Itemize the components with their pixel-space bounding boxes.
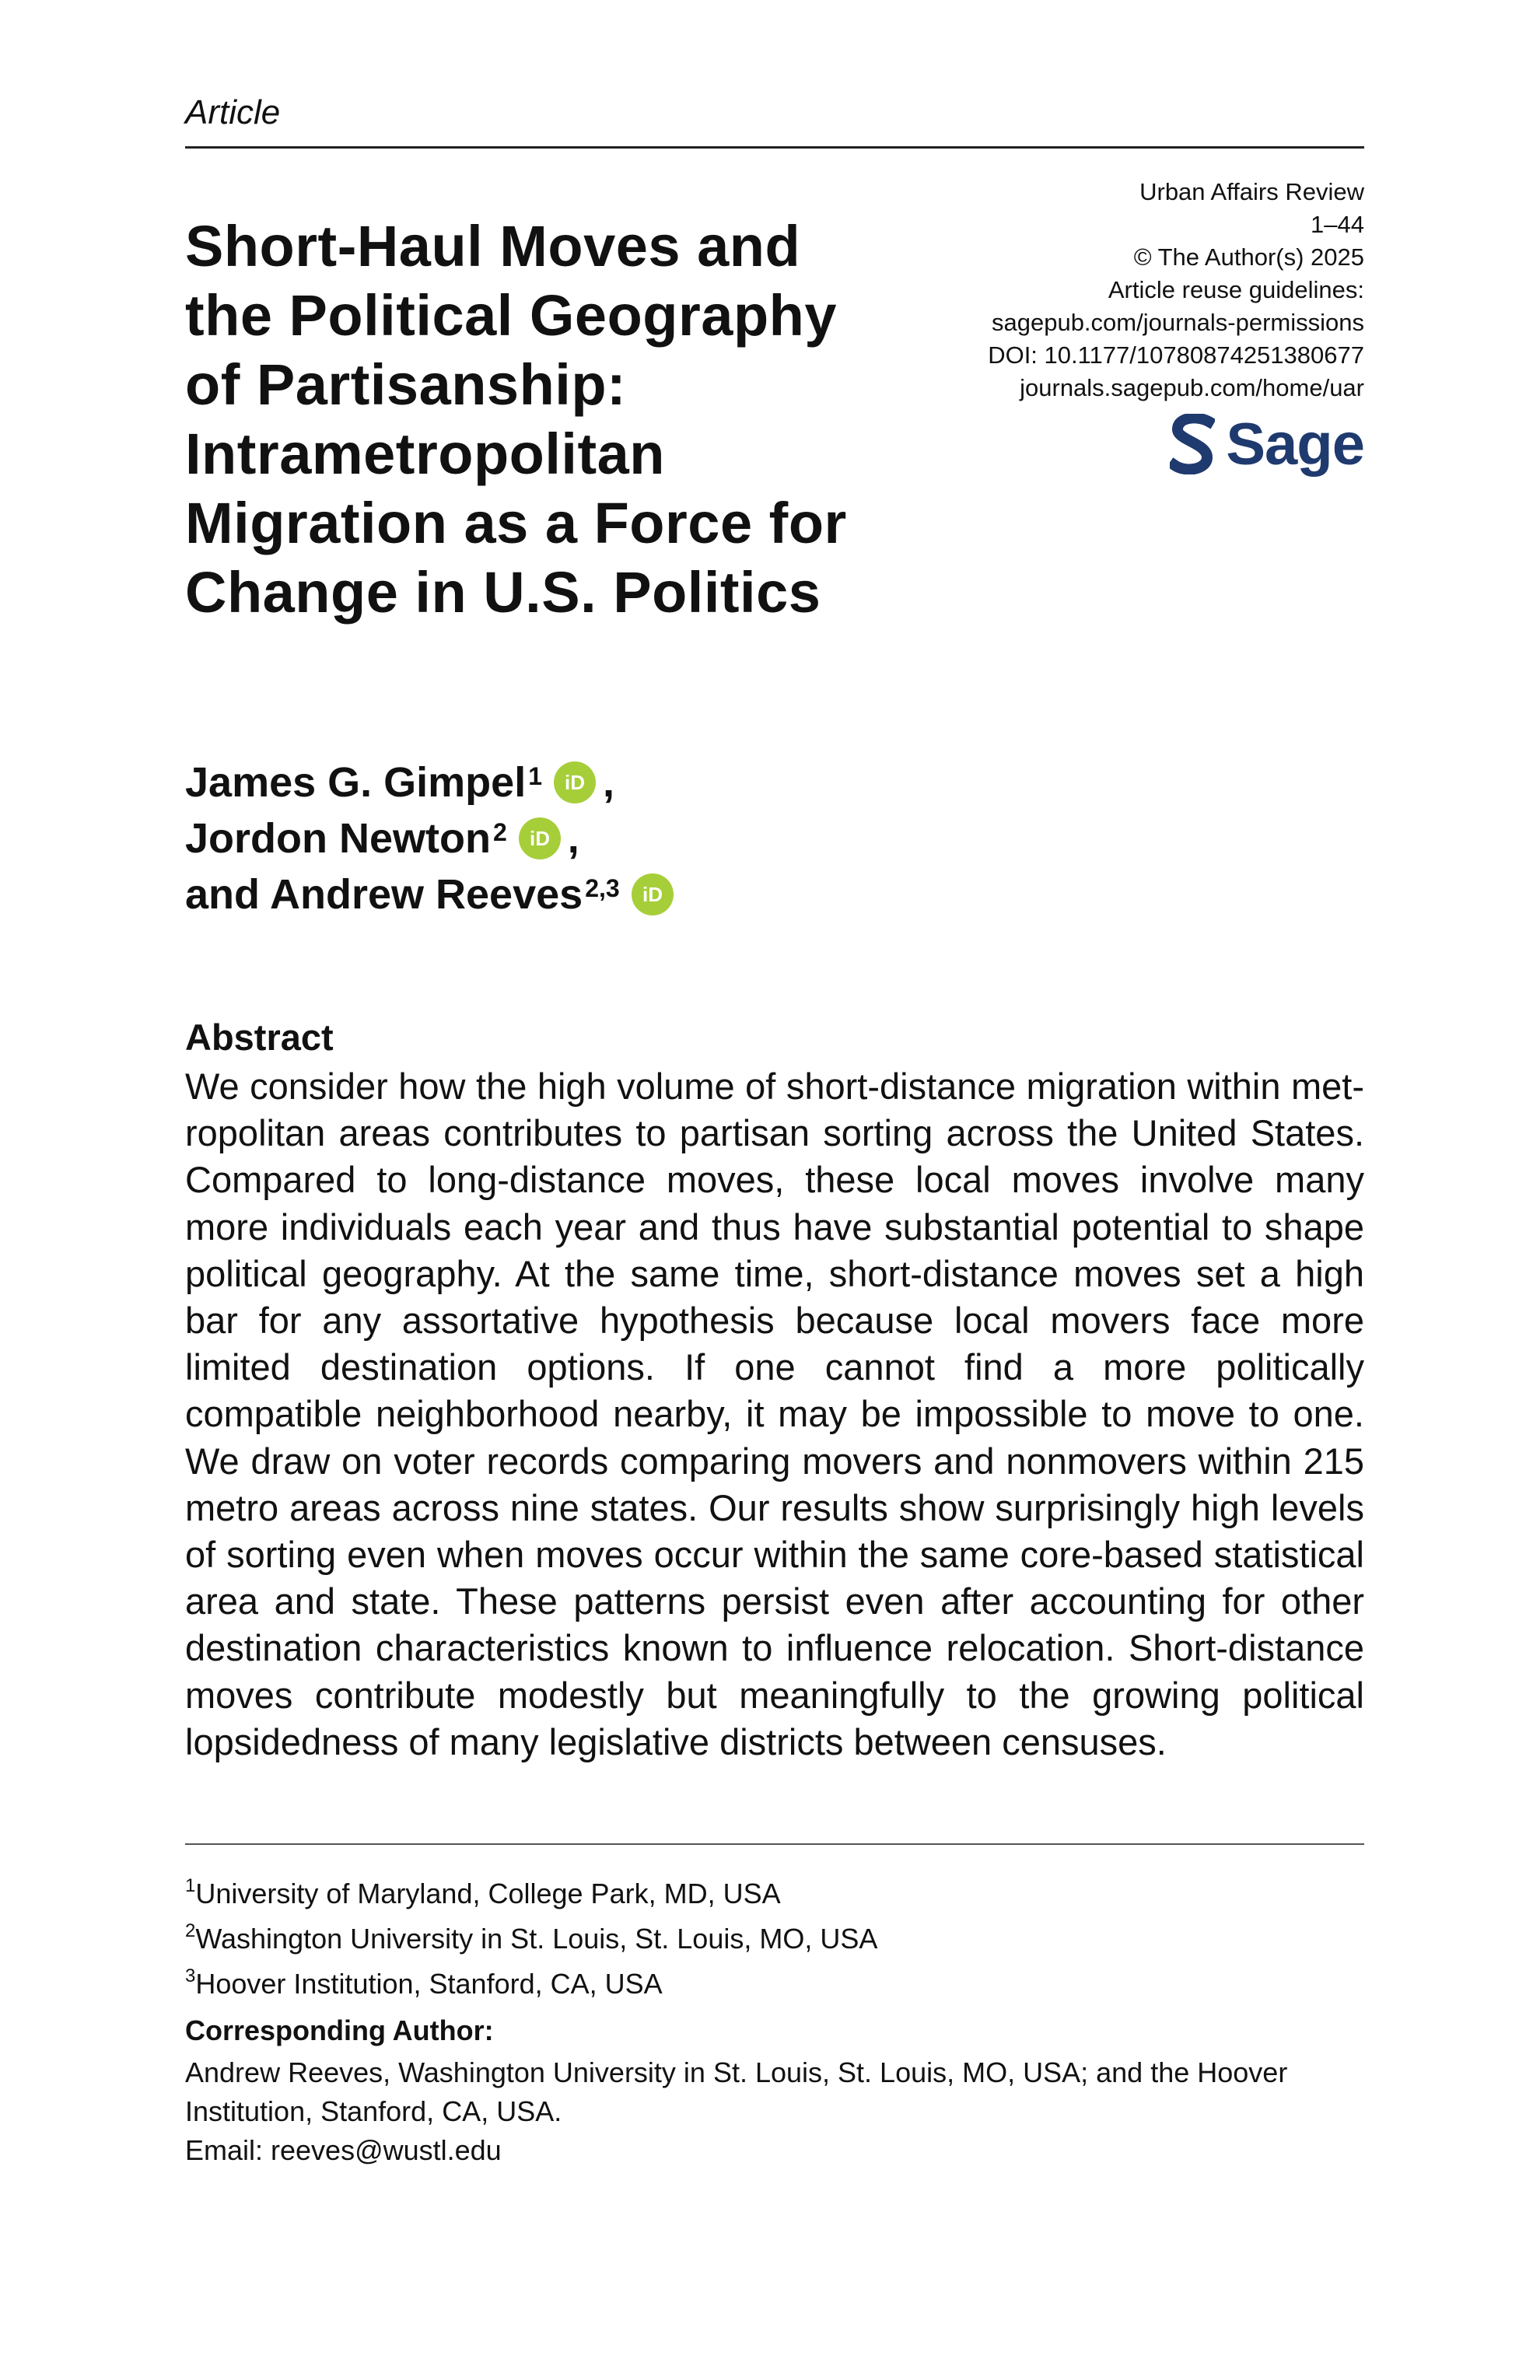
abstract-text: We consider how the high volume of short-distance migration within metropolitan areas contributes to partisan sorting across the United States. Compared to long-distance moves, these local moves involve many more individuals each year and thus have substantial potential to shape political geography. At the same time, short-distance moves set a high bar for any assortative hypothesis because local movers face more limited destination options. If one cannot find a more politically compatible neighborhood nearby, it may be impossible to move to one. We draw on voter records comparing movers and nonmovers within 215 metro areas across nine states. Our results show surprisingly high levels of sorting even when moves occur within the same core-based statistical area and state. These patterns persist even after accounting for other destination characteristics known to influence relocation. Short-distance moves contribute modestly but meaningfully to the growing political lopsidedness of many legislative districts between censuses. bbox=[185, 1066, 1364, 1762]
author-entry bbox=[185, 866, 679, 922]
affiliation-item bbox=[185, 1868, 877, 1913]
title-line: Migration as a Force for bbox=[185, 491, 847, 555]
affiliation-text: Hoover Institution, Stanford, CA, USA bbox=[195, 1968, 663, 2000]
page-range: 1–44 bbox=[1311, 211, 1364, 238]
article-title bbox=[185, 212, 947, 627]
title-line: Intrametropolitan bbox=[185, 422, 665, 486]
journal-metadata bbox=[866, 176, 1364, 404]
author-separator: , bbox=[567, 815, 579, 862]
author-affiliation-marker: 2,3 bbox=[585, 874, 620, 902]
affiliation-marker: 1 bbox=[185, 1875, 196, 1896]
corresponding-address-line: Institution, Stanford, CA, USA. bbox=[185, 2095, 562, 2127]
corresponding-address-line: Andrew Reeves, Washington University in St. Louis, St. Louis, MO, USA; and the Hoover bbox=[185, 2056, 1288, 2088]
author-list bbox=[185, 754, 679, 922]
affiliation-list bbox=[185, 1868, 877, 2004]
journal-homepage-link[interactable]: journals.sagepub.com/home/uar bbox=[1020, 374, 1364, 401]
corresponding-email[interactable]: Email: reeves@wustl.edu bbox=[185, 2134, 502, 2166]
corresponding-author-details bbox=[185, 2053, 1364, 2170]
title-line: Change in U.S. Politics bbox=[185, 560, 821, 625]
article-type-label: Article bbox=[185, 93, 281, 131]
doi[interactable]: DOI: 10.1177/10780874251380677 bbox=[988, 341, 1364, 369]
author-entry bbox=[185, 810, 679, 866]
affiliation-item bbox=[185, 1913, 877, 1958]
affiliation-text: University of Maryland, College Park, MD, USA bbox=[195, 1878, 781, 1909]
title-line: Short-Haul Moves and bbox=[185, 214, 801, 278]
header-rule bbox=[185, 146, 1364, 149]
orcid-icon[interactable] bbox=[553, 761, 597, 804]
author-entry bbox=[185, 754, 679, 810]
affiliation-text: Washington University in St. Louis, St. Louis, MO, USA bbox=[195, 1923, 878, 1955]
affiliation-marker: 3 bbox=[185, 1965, 196, 1986]
copyright: © The Author(s) 2025 bbox=[1133, 243, 1364, 271]
journal-name: Urban Affairs Review bbox=[1139, 178, 1364, 205]
title-line: the Political Geography bbox=[185, 283, 838, 348]
publisher-logo bbox=[1170, 411, 1364, 478]
footnote-rule bbox=[185, 1843, 1364, 1845]
author-separator: , bbox=[603, 759, 615, 806]
author-affiliation-marker: 2 bbox=[492, 818, 507, 846]
svg-text:iD: iD bbox=[565, 771, 585, 794]
orcid-icon[interactable] bbox=[631, 873, 674, 916]
corresponding-author-heading: Corresponding Author: bbox=[185, 2014, 494, 2046]
author-name: Jordon Newton bbox=[185, 815, 491, 862]
svg-text:iD: iD bbox=[642, 883, 663, 906]
author-affiliation-marker: 1 bbox=[528, 762, 542, 790]
affiliation-item bbox=[185, 1958, 877, 2004]
title-line: of Partisanship: bbox=[185, 352, 627, 417]
svg-text:iD: iD bbox=[529, 827, 550, 850]
abstract-heading: Abstract bbox=[185, 1017, 334, 1058]
permissions-link[interactable]: sagepub.com/journals-permissions bbox=[991, 309, 1364, 336]
sage-s-icon bbox=[1170, 414, 1215, 474]
author-name: James G. Gimpel bbox=[185, 759, 527, 806]
affiliation-marker: 2 bbox=[185, 1920, 196, 1941]
reuse-guidelines: Article reuse guidelines: bbox=[1108, 276, 1364, 303]
author-name: and Andrew Reeves bbox=[185, 871, 583, 918]
orcid-icon[interactable] bbox=[518, 817, 562, 860]
publisher-name: Sage bbox=[1226, 411, 1364, 478]
